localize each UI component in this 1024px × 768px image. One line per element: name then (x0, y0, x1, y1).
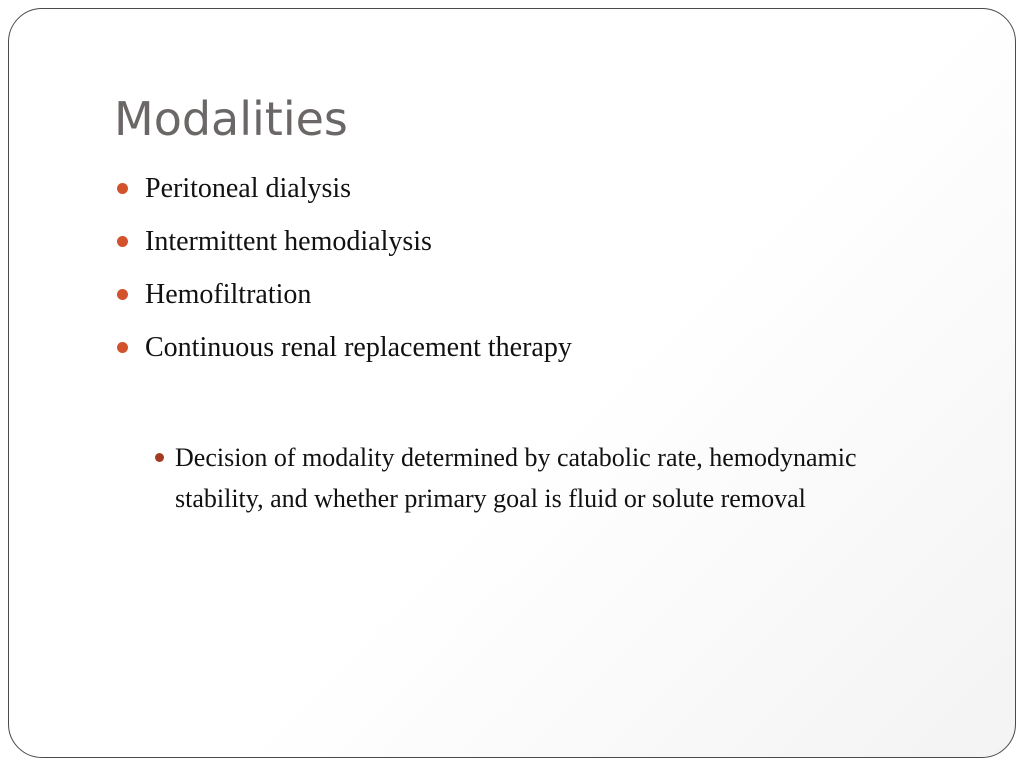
bullet-text: Peritoneal dialysis (145, 173, 352, 204)
bullet-item (117, 222, 977, 262)
slide-title: Modalities (114, 92, 348, 146)
bullet-text: Continuous renal replacement therapy (145, 332, 572, 363)
bullet-text: Intermittent hemodialysis (145, 226, 432, 257)
bullet-dot-icon (117, 289, 128, 300)
bullet-text: Hemofiltration (145, 279, 312, 310)
bullet-list (117, 169, 977, 381)
bullet-dot-icon (117, 342, 128, 353)
bullet-item (117, 275, 977, 315)
bullet-item (117, 328, 977, 368)
sub-bullet-list (155, 437, 915, 519)
bullet-dot-icon (117, 236, 128, 247)
sub-bullet-text: Decision of modality determined by catabolic rate, hemodynamic stability, and whether primary goal is fluid or solute removal (175, 443, 857, 513)
sub-bullet-item (155, 437, 915, 519)
slide (8, 8, 1016, 758)
sub-bullet-dot-icon (155, 453, 164, 462)
bullet-item (117, 169, 977, 209)
bullet-dot-icon (117, 183, 128, 194)
